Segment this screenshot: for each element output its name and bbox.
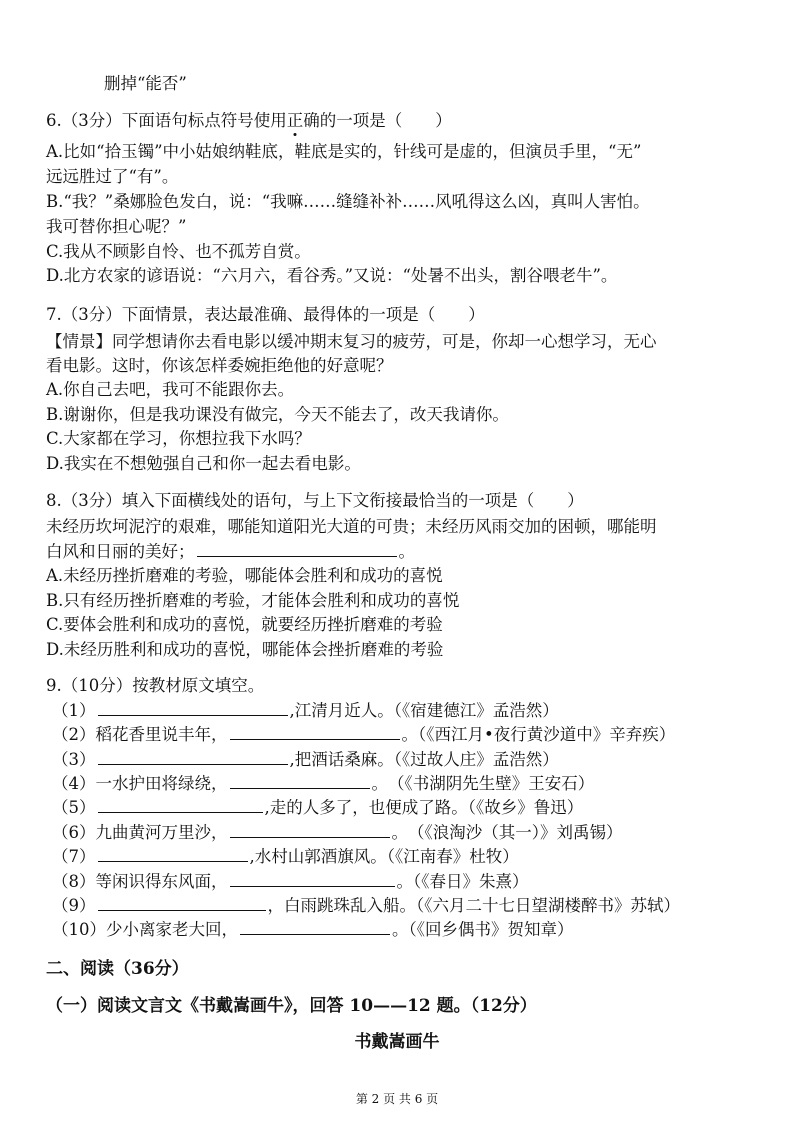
answer-blank[interactable] xyxy=(197,540,397,557)
q8-option-c: C.要体会胜利和成功的喜悦，就要经历挫折磨难的考验 xyxy=(46,615,443,634)
q9-item-1: （1） ,江清月近人。（《宿建德江》孟浩然） xyxy=(52,701,559,720)
q7-option-a: A.你自己去吧，我可不能跟你去。 xyxy=(46,380,295,399)
answer-blank[interactable] xyxy=(98,748,288,765)
page-number: 第 2 页 共 6 页 xyxy=(355,1092,439,1106)
answer-blank[interactable] xyxy=(240,918,390,935)
subsection-heading: （一）阅读文言文《书戴嵩画牛》，回答 10——12 题。（12分） xyxy=(46,996,537,1016)
q6-option-d: D.北方农家的谚语说：“六月六，看谷秀。”又说：“处暑不出头，割谷喂老牛”。 xyxy=(46,266,618,285)
answer-blank[interactable] xyxy=(230,723,400,740)
q6-option-b-line1: B.“我？”桑娜脸色发白，说：“我嘛……缝缝补补……风吼得这么凶，真叫人害怕。 xyxy=(46,192,650,211)
answer-blank[interactable] xyxy=(98,845,248,862)
q7-option-d: D.我实在不想勉强自己和你一起去看电影。 xyxy=(46,454,361,473)
top-note: 删掉“能否” xyxy=(104,74,187,93)
answer-blank[interactable] xyxy=(98,796,263,813)
answer-blank[interactable] xyxy=(230,821,390,838)
q8-passage-line2: 白风和日丽的美好； 。 xyxy=(46,542,415,561)
q7-stem: 7.（3分）下面情景，表达最准确、最得体的一项是（ ） xyxy=(46,305,485,324)
q6-option-a-line2: 远远胜过了“有”。 xyxy=(46,167,179,186)
q7-option-c: C.大家都在学习，你想拉我下水吗？ xyxy=(46,429,311,448)
q9-item-9: （9） ，白雨跳珠乱入船。（《六月二十七日望湖楼醉书》苏轼） xyxy=(52,896,680,915)
q8-option-d: D.未经历胜利和成功的喜悦，哪能体会挫折磨难的考验 xyxy=(46,640,444,659)
q9-item-2: （2）稻花香里说丰年， 。（《西江月•夜行黄沙道中》辛弃疾） xyxy=(52,725,676,744)
q8-option-a: A.未经历挫折磨难的考验，哪能体会胜利和成功的喜悦 xyxy=(46,566,443,585)
q8-stem: 8.（3分）填入下面横线处的语句，与上下文衔接最恰当的一项是（ ） xyxy=(46,491,584,510)
answer-blank[interactable] xyxy=(230,772,370,789)
q6-option-c: C.我从不顾影自怜、也不孤芳自赏。 xyxy=(46,242,311,261)
q9-item-7: （7） ,水村山郭酒旗风。（《江南春》杜牧） xyxy=(52,847,519,866)
q9-item-4: （4）一水护田将绿绕， 。 （《书湖阴先生壁》王安石） xyxy=(52,774,595,793)
q6-stem: 6.（3分）下面语句标点符号使用正确的一项是（ ） xyxy=(46,111,452,130)
q9-item-6: （6）九曲黄河万里沙， 。 （《浪淘沙（其一）》刘禹锡） xyxy=(52,823,623,842)
passage-title: 书戴嵩画牛 xyxy=(354,1032,440,1052)
q9-stem: 9.（10分）按教材原文填空。 xyxy=(46,676,265,695)
q7-scene-line1: 【情景】同学想请你去看电影以缓冲期末复习的疲劳，可是，你却一心想学习，无心 xyxy=(46,332,657,351)
emphasis-dot-char: 正 xyxy=(286,111,304,130)
q6-option-b-line2: 我可替你担心呢？” xyxy=(46,217,187,236)
q9-item-8: （8）等闲识得东风面， 。（《春日》朱熹） xyxy=(52,872,529,891)
answer-blank[interactable] xyxy=(230,870,395,887)
q9-item-10: （10）少小离家老大回， 。（《回乡偶书》贺知章） xyxy=(52,920,574,939)
q7-scene-line2: 看电影。这时，你该怎样委婉拒绝他的好意呢？ xyxy=(46,356,393,375)
q6-option-a-line1: A.比如“拾玉镯”中小姑娘纳鞋底，鞋底是实的，针线可是虚的，但演员手里，“无” xyxy=(46,142,642,161)
q9-item-5: （5） ,走的人多了，也便成了路。（《故乡》鲁迅） xyxy=(52,798,584,817)
q9-item-3: （3） ,把酒话桑麻。（《过故人庄》孟浩然） xyxy=(52,750,559,769)
answer-blank[interactable] xyxy=(98,699,288,716)
q8-option-b: B.只有经历挫折磨难的考验，才能体会胜利和成功的喜悦 xyxy=(46,591,460,610)
section-heading: 二、阅读（36分） xyxy=(46,959,189,979)
answer-blank[interactable] xyxy=(98,894,266,911)
q8-passage-line1: 未经历坎坷泥泞的艰难，哪能知道阳光大道的可贵；未经历风雨交加的困顿，哪能明 xyxy=(46,517,657,536)
q7-option-b: B.谢谢你，但是我功课没有做完，今天不能去了，改天我请你。 xyxy=(46,405,509,424)
